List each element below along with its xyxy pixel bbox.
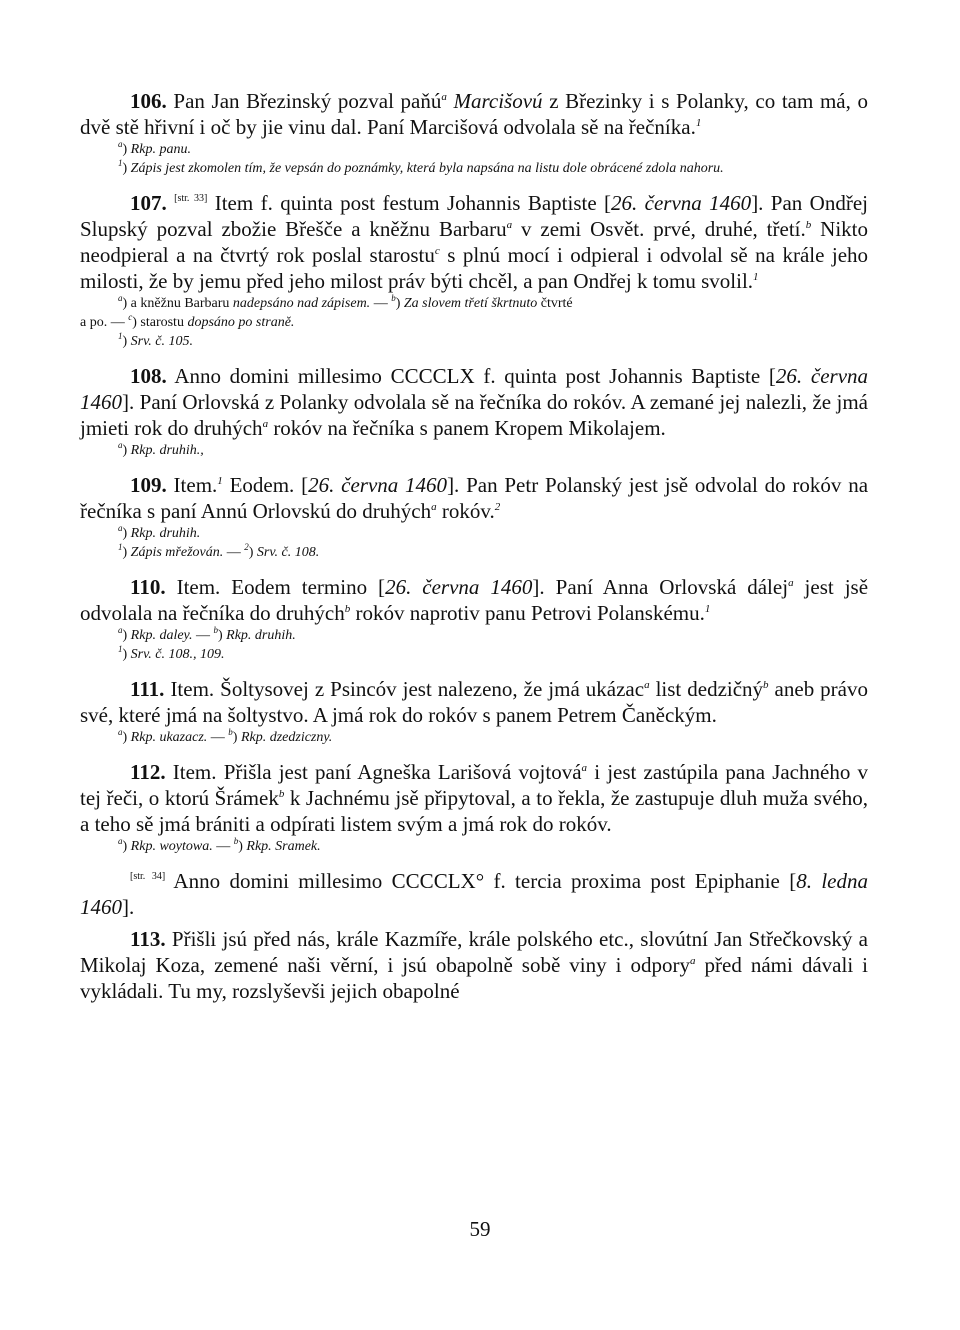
entry-number: 113. [130, 927, 166, 951]
footnote-text: Rkp. ukazacz. [130, 730, 208, 745]
entry-text: Item. [173, 473, 218, 497]
entry-number: 106. [130, 89, 167, 113]
footnote-ref: a [690, 955, 696, 967]
entry-number: 111. [130, 677, 165, 701]
footnote: $^a$) Rkp. panu. [118, 139, 191, 157]
footnote-mark: 1 [118, 542, 123, 552]
footnote-ref: 1 [695, 117, 702, 129]
page-marker: [str. 34] [130, 871, 166, 882]
footnote-dash: — [373, 296, 388, 311]
footnote-text: Rkp. Sramek. [246, 839, 321, 854]
entry-text: k Jachnému jsě připytoval, a to řekla, že zastupuje dluh muža svého, a teho sě jmá brániti a odpírati listem svým a jmá rok do rokóv. [80, 786, 868, 836]
footnote: $^a$) Rkp. ukazacz. — $^b$) Rkp. dzedziczny. [118, 727, 333, 745]
footnote-text: Rkp. woytowa. [130, 839, 213, 854]
footnote-text: a po. — [80, 315, 125, 330]
date: 8. ledna 1460 [80, 869, 868, 919]
entry-text: jest jsě odvolala na řečníka do druhých [80, 575, 869, 625]
entry-text: rokóv naprotiv panu Petrovi Polanskému. [355, 601, 705, 625]
entry-text: Přišli jsú před nás, krále Kazmíře, krále polského etc., slovútní Jan Střečkovský a Mikolaj Koza, zemené naši věrní, i jsú obapolně sobě viny i odpory [80, 927, 869, 977]
entry-109 [80, 472, 868, 524]
footnote-ref: b [278, 788, 285, 800]
date: 26. června 1460 [80, 364, 869, 414]
footnote-ref: b [344, 603, 351, 615]
entry-text: ]. [122, 895, 135, 919]
footnote: $^a$) a kněžnu Barbaru nadepsáno nad zápisem. — $^b$) Za slovem třetí škrtnuto čtvrté [118, 293, 573, 311]
footnote-mark: b [228, 727, 233, 737]
footnote-ref: 1 [217, 475, 223, 487]
footnote-mark: a [118, 440, 123, 450]
footnote: $^a$) Rkp. druhih. [118, 523, 201, 541]
footnote-ref: a [441, 91, 447, 103]
entry-text: Anno domini millesimo CCCCLX° f. tercia proxima post Epiphanie [ [173, 869, 797, 893]
entry-text: aneb právo své, které jmá na šoltystvo. A jmá rok do rokóv s panem Petrem Čaněckým. [80, 677, 868, 727]
entry-text: z Březinky i s Polanky, co tam má, o dvě stě hřivní i oč by jie vinu dal. Paní Marcišová odvolala sě na řečníka. [80, 89, 869, 139]
entry-text: Nikto neodpieral a na čtvrtý rok poslal starostu [80, 217, 869, 267]
footnote-ref: a [431, 501, 437, 513]
footnote: $^1$) Srv. č. 105. [118, 331, 194, 349]
footnote-mark: a [118, 625, 123, 635]
entry-text: list dedzičný [655, 677, 764, 701]
footnote-text: Rkp. panu. [130, 142, 191, 157]
footnote-text: Zápis jest zkomolen tím, že vepsán do poznámky, která byla napsána na listu dole obrácené zdola nahoru. [130, 161, 724, 176]
entry-text: Anno domini millesimo CCCCLX f. quinta post Johannis Baptiste [ [174, 364, 776, 388]
footnote: $^a$) Rkp. woytowa. — $^b$) Rkp. Sramek. [118, 836, 321, 854]
footnote-mark: a [118, 293, 123, 303]
footnote-text: Srv. č. 108., 109. [130, 647, 225, 662]
entry-text: ]. Pan Petr Polanský jest jsě odvolal do rokóv na řečníka s paní Annú Orlovskú do druhých [80, 473, 869, 523]
footnote-mark: 1 [118, 331, 123, 341]
footnote-text: Zápis mřežován. [130, 545, 224, 560]
footnote-text: Rkp. dzedziczny. [240, 730, 333, 745]
footnote-ref: 1 [704, 603, 711, 615]
footnote-mark: c [128, 312, 133, 322]
footnote-ref: c [434, 245, 440, 257]
footnote-text: a kněžnu Barbaru [130, 296, 230, 311]
entry-text: s plnú mocí i odpieral i odvolal sě na krále jeho milosti, že by jemu před jeho milost práv býti chcěl, a pan Ondřej k tomu svolil. [80, 243, 869, 293]
entry-112 [80, 759, 868, 837]
footnote-mark: a [118, 523, 123, 533]
entry-113 [80, 926, 868, 1004]
date: 26. června 1460 [611, 191, 752, 215]
entry-111 [80, 676, 868, 728]
footnote-mark: a [118, 727, 123, 737]
footnote-text: starostu [140, 315, 184, 330]
entry-text: Item. Přišla jest paní Agneška Larišová vojtová [172, 760, 582, 784]
entry-text: ]. Pan Ondřej Slupský pozval zbožie Břešče a kněžnu Barbaru [80, 191, 868, 241]
entry-text: Pan Jan Březinský pozval paňú [173, 89, 442, 113]
entry-text: Eodem. [ [229, 473, 309, 497]
footnote: $^a$) Rkp. druhih., [118, 440, 204, 458]
entry-text: ]. Paní Orlovská z Polanky odvolala sě na řečníka do rokóv. A zemané jej nalezli, že jmá jmieti rok do druhých [80, 390, 868, 440]
footnote-ref: a [788, 577, 794, 589]
footnote: $^1$) Zápis jest zkomolen tím, že vepsán do poznámky, která byla napsána na listu dole obrácené zdola nahoru. [118, 158, 724, 176]
footnote-text: Rkp. druhih. [226, 628, 296, 643]
footnote-text: Rkp. daley. [130, 628, 193, 643]
entry-number: 112. [130, 760, 166, 784]
footnote-mark: b [391, 293, 396, 303]
footnote-dash: — [195, 628, 210, 643]
entry-108 [80, 363, 868, 441]
footnote-ref: a [506, 219, 513, 231]
entry-113-preamble [80, 868, 868, 920]
entry-text: ]. Paní Anna Orlovská dálej [532, 575, 789, 599]
entry-number: 108. [130, 364, 167, 388]
footnote-ref: a [644, 679, 650, 691]
footnote-mark: 2 [244, 542, 249, 552]
entry-text-italic: Marcišovú [453, 89, 543, 113]
entry-text: i jest zastúpila pana Jachného v tej řeči, o ktorú Šrámek [80, 760, 869, 810]
footnote-dash: — [210, 730, 225, 745]
footnote-ref: 2 [494, 501, 501, 513]
entry-number: 107. [130, 191, 167, 215]
entry-text: rokóv na řečníka s panem Kropem Mikolajem. [273, 416, 666, 440]
footnote: $^a$) Rkp. daley. — $^b$) Rkp. druhih. [118, 625, 296, 643]
footnote-dash: — [216, 839, 231, 854]
page-body [80, 88, 868, 1004]
entry-110 [80, 574, 868, 626]
footnote-ref: a [262, 418, 269, 430]
footnote-mark: 1 [118, 158, 123, 168]
footnote-dash: — [226, 545, 241, 560]
date: 26. června 1460 [308, 473, 448, 497]
footnote-mark: 1 [118, 644, 123, 654]
footnote-text: Srv. č. 108. [256, 545, 320, 560]
entry-text: v zemi Osvět. prvé, druhé, třetí. [521, 217, 806, 241]
footnote-text: Rkp. druhih., [130, 443, 204, 458]
date: 26. června 1460 [385, 575, 533, 599]
footnote-text: nadepsáno nad zápisem. [232, 296, 371, 311]
entry-number: 109. [130, 473, 167, 497]
footnote-mark: b [233, 836, 239, 846]
footnote: a po. — $^c$) starostu dopsáno po straně. [80, 312, 295, 330]
footnote-ref: b [805, 219, 812, 231]
footnote-text: čtvrté [540, 296, 573, 311]
entry-107 [80, 190, 868, 294]
entry-text: Item. Šoltysovej z Psincóv jest nalezeno, že jmá ukázac [170, 677, 645, 701]
page-number: 59 [469, 1217, 491, 1241]
footnote-text: dopsáno po straně. [187, 315, 295, 330]
entry-106 [80, 88, 868, 140]
entry-text: Item. Eodem termino [ [176, 575, 386, 599]
page-marker: [str. 33] [174, 193, 208, 204]
footnote: $^1$) Zápis mřežován. — $^2$) Srv. č. 108. [118, 542, 320, 560]
footnote-text: Srv. č. 105. [130, 334, 194, 349]
footnote-mark: a [118, 836, 123, 846]
entry-text: Item f. quinta post festum Johannis Baptiste [ [214, 191, 612, 215]
entry-text: rokóv. [441, 499, 495, 523]
footnote-text: Za slovem třetí škrtnuto [403, 296, 538, 311]
entry-number: 110. [130, 575, 166, 599]
footnote-ref: b [763, 679, 769, 691]
footnote-mark: b [213, 625, 218, 635]
footnote-mark: a [118, 139, 123, 149]
entry-text: před námi dávali i vykládali. Tu my, rozslyševši jejich obapolné [80, 953, 868, 1003]
footnote-ref: 1 [753, 271, 759, 283]
footnote-ref: a [581, 762, 588, 774]
footnote: $^1$) Srv. č. 108., 109. [118, 644, 225, 662]
footnote-text: Rkp. druhih. [130, 526, 201, 541]
